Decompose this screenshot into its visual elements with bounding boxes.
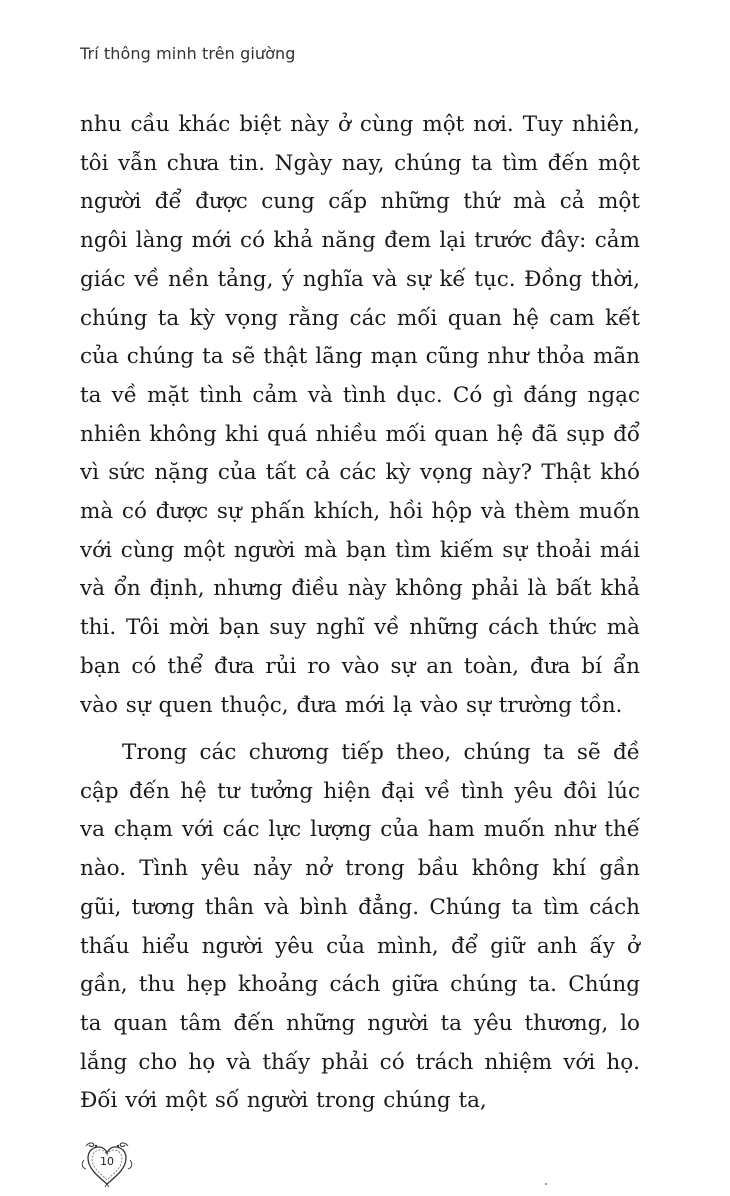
running-header: Trí thông minh trên giường: [80, 44, 296, 63]
body-paragraph-2: Trong các chương tiếp theo, chúng ta sẽ đề cập đến hệ tư tưởng hiện đại về tình yêu đôi lúc va chạm với các lực lượng của ham muốn như thế nào. Tình yêu nảy nở trong bầu không khí gần gũi, tương thân và bình đẳng. Chúng ta tìm cách thấu hiểu người yêu của mình, để giữ anh ấy ở gần, thu hẹp khoảng cách giữa chúng ta. Chúng ta quan tâm đến những người ta yêu thương, lo lắng cho họ và thấy phải có trách nhiệm với họ. Đối với một số người trong chúng ta,: [80, 740, 640, 1114]
page-number-badge: [79, 1138, 135, 1190]
body-paragraph-1: nhu cầu khác biệt này ở cùng một nơi. Tuy nhiên, tôi vẫn chưa tin. Ngày nay, chúng ta tìm đến một người để được cung cấp những thứ mà cả một ngôi làng mới có khả năng đem lại trước đây: cảm giác về nền tảng, ý nghĩa và sự kế tục. Đồng thời, chúng ta kỳ vọng rằng các mối quan hệ cam kết của chúng ta sẽ thật lãng mạn cũng như thỏa mãn ta về mặt tình cảm và tình dục. Có gì đáng ngạc nhiên không khi quá nhiều mối quan hệ đã sụp đổ vì sức nặng của tất cả các kỳ vọng này? Thật khó mà có được sự phấn khích, hồi hộp và thèm muốn với cùng một người mà bạn tìm kiếm sự thoải mái và ổn định, nhưng điều này không phải là bất khả thi. Tôi mời bạn suy nghĩ về những cách thức mà bạn có thể đưa rủi ro vào sự an toàn, đưa bí ẩn vào sự quen thuộc, đưa mới lạ vào sự trường tồn.: [80, 112, 640, 718]
page-number: 10: [100, 1155, 114, 1168]
print-speck: [545, 1183, 547, 1185]
